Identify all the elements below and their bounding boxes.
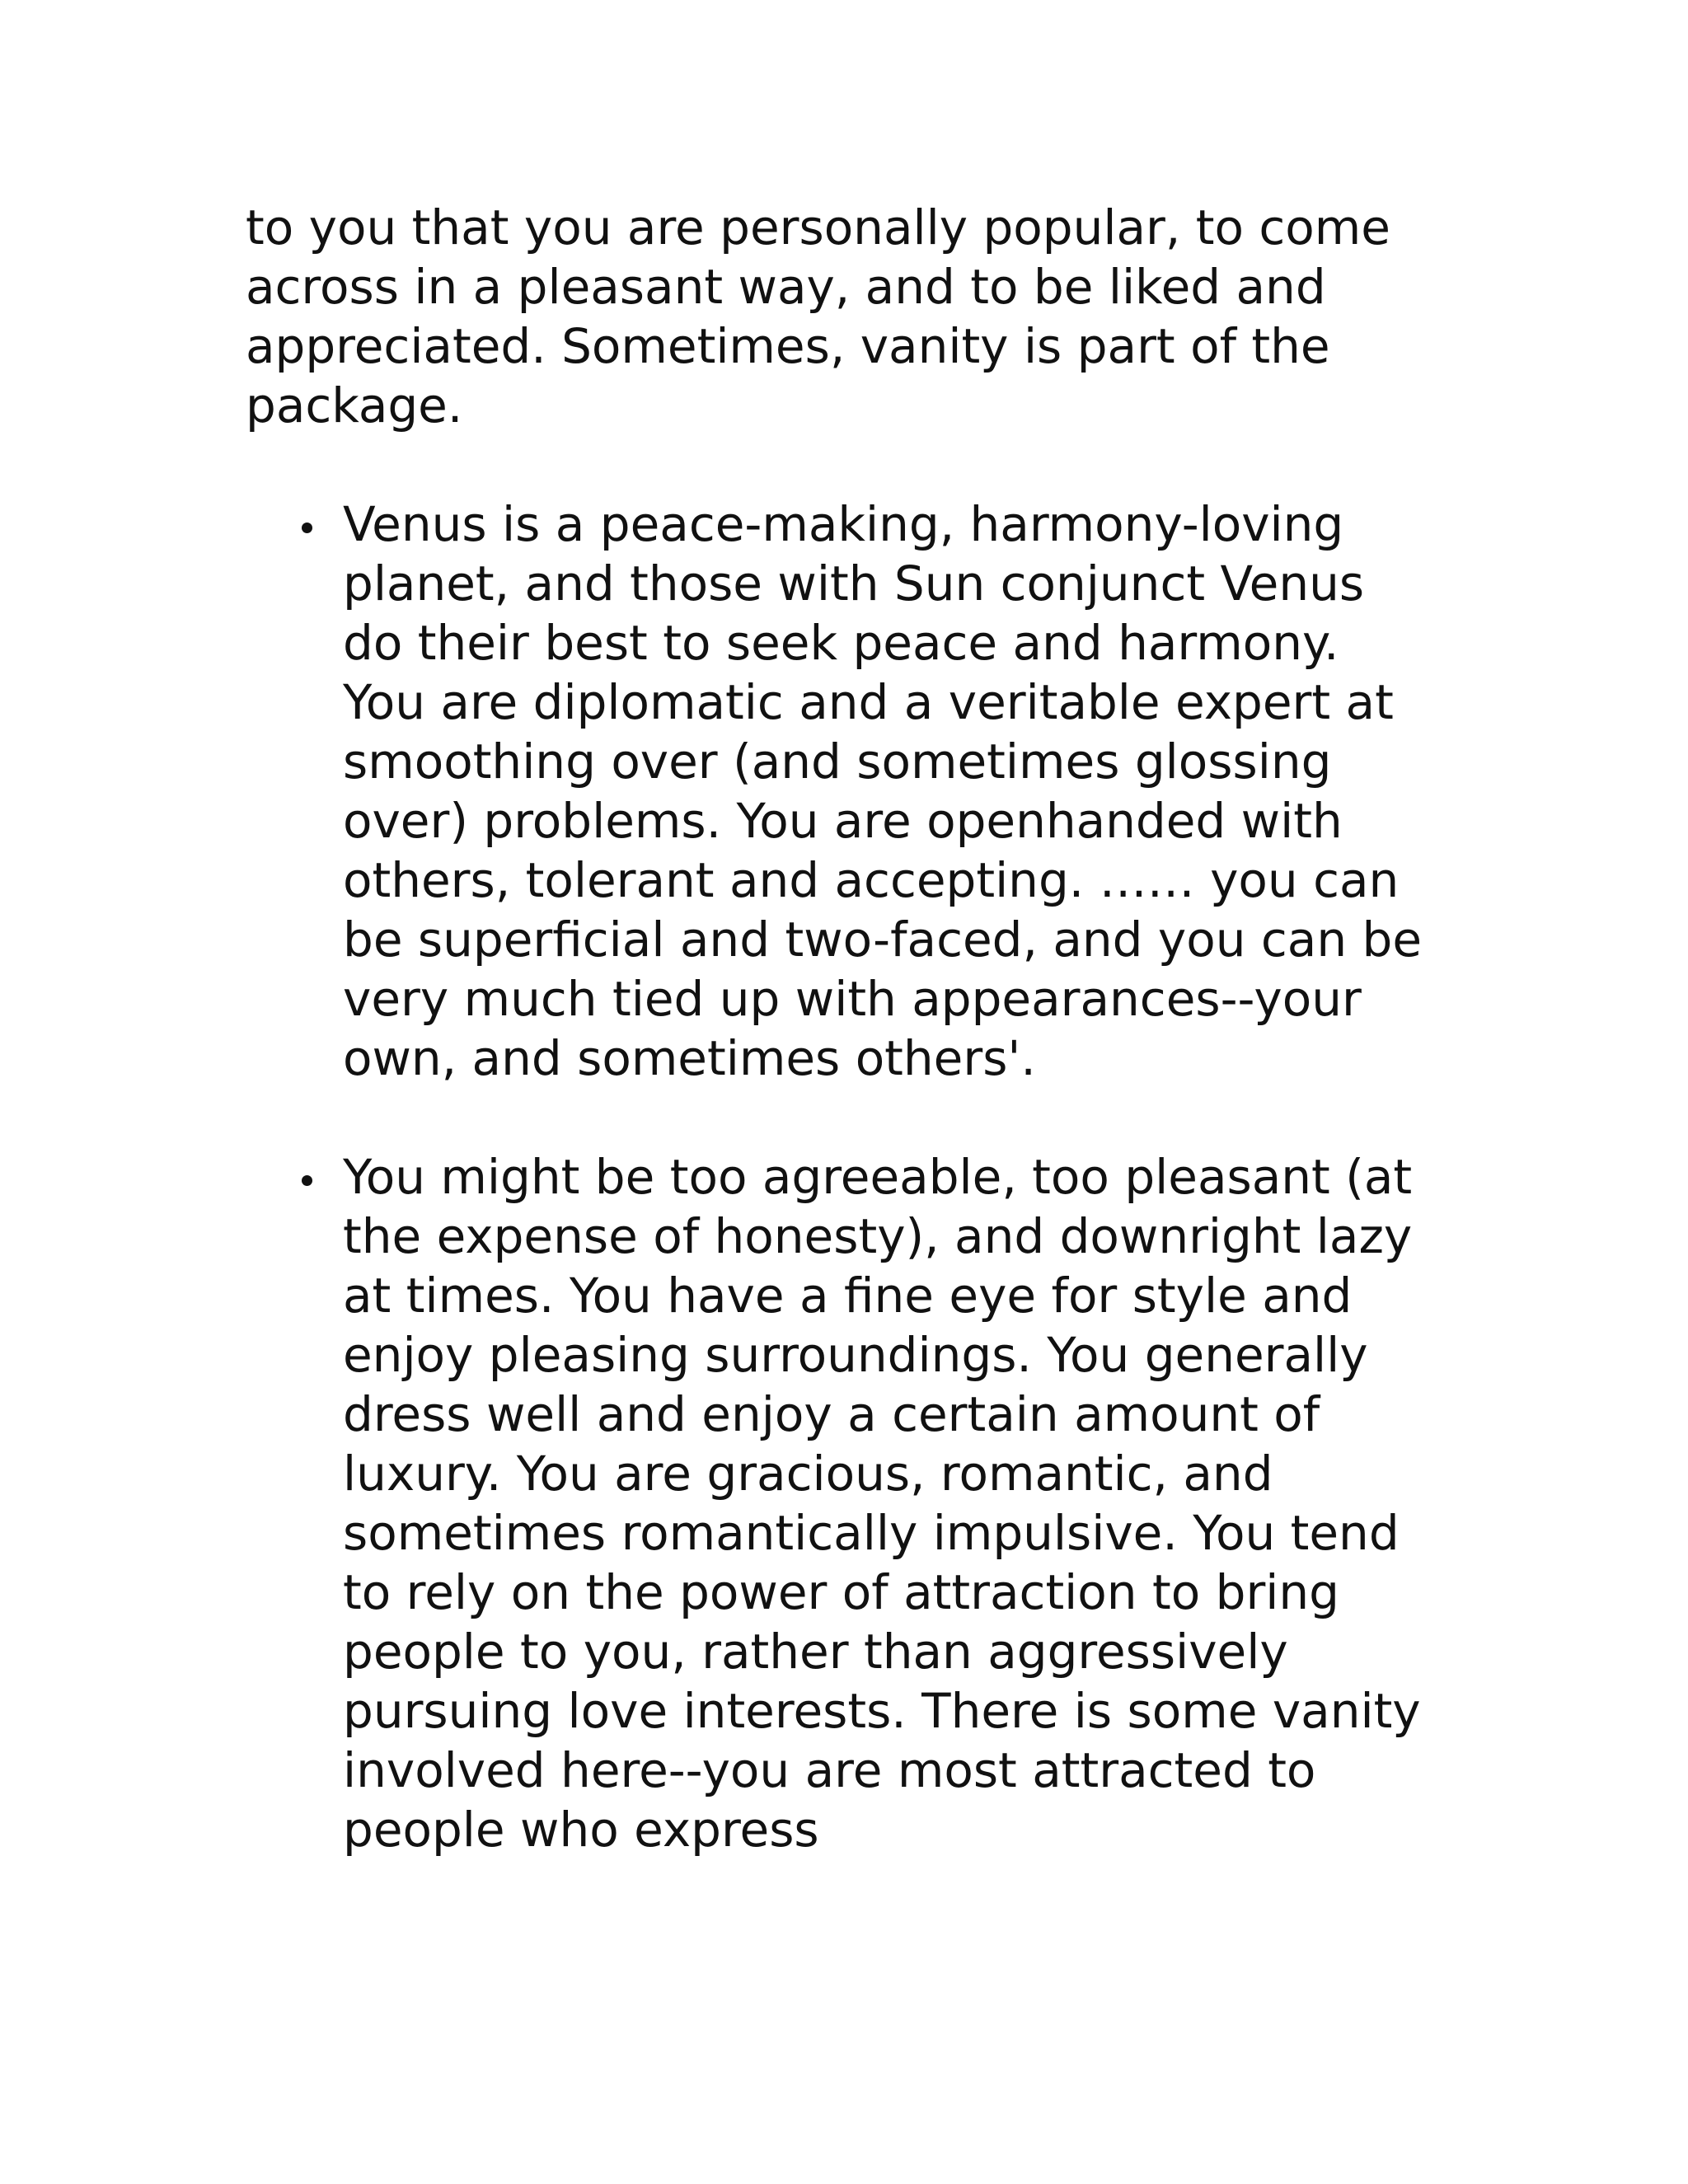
bullet-list [246, 494, 1449, 1859]
bullet-dot-icon [302, 523, 312, 533]
document-body [246, 198, 1449, 1919]
bullet-dot-icon [302, 1175, 312, 1186]
bullet-text: You might be too agreeable, too pleasant (at the expense of honesty), and downright lazy at times. You have a fine eye for style and enjoy pleasing surroundings. You generally dress well and enjoy a certain amount of luxury. You are gracious, romantic, and sometimes romantically impulsive. You tend to rely on the power of attraction to bring people to you, rather than aggressively pursuing love interests. There is some vanity involved here--you are most attracted to people who express [343, 1149, 1421, 1858]
bullet-text: Venus is a peace-making, harmony-loving planet, and those with Sun conjunct Venus do their best to seek peace and harmony. You are diplomatic and a veritable expert at smoothing over (and sometimes glossing over) problems. You are openhanded with others, tolerant and accepting. …… you can be superficial and two-faced, and you can be very much tied up with appearances--your own, and sometimes others'. [343, 496, 1423, 1086]
bullet-item-agreeable [246, 1147, 1449, 1859]
intro-paragraph: to you that you are personally popular, to come across in a pleasant way, and to be liked and appreciated. Sometimes, vanity is part of the package. [246, 199, 1390, 434]
bullet-item-venus-peace [246, 494, 1449, 1088]
